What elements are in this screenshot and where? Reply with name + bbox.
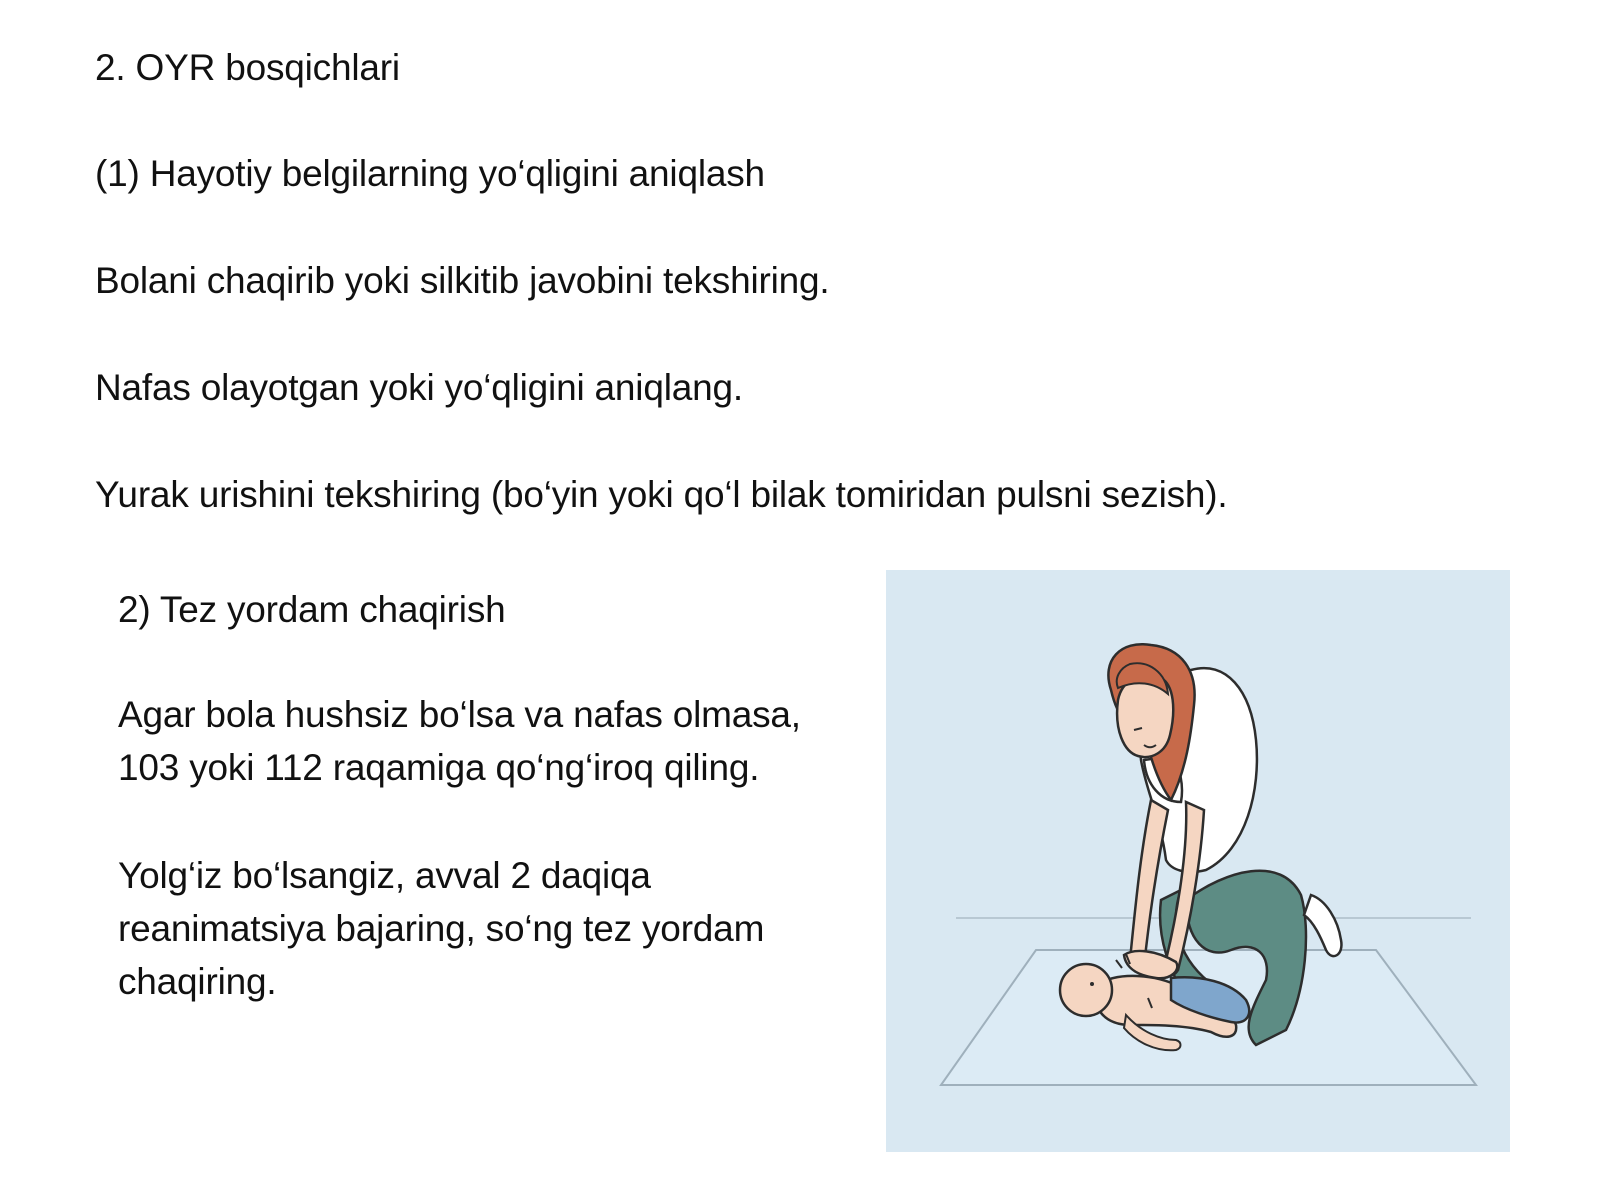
step1-item-2: Nafas olayotgan yoki yo‘qligini aniqlang. — [95, 367, 743, 408]
woman-performing-infant-cpr-illustration-icon — [886, 570, 1510, 1152]
step2-heading: 2) Tez yordam chaqirish — [118, 589, 506, 630]
step1-heading: (1) Hayotiy belgilarning yo‘qligini aniqlash — [95, 153, 765, 194]
step2-para2-line-1: Yolg‘iz bo‘lsangiz, avval 2 daqiqa — [118, 855, 651, 896]
section-title: 2. OYR bosqichlari — [95, 47, 400, 88]
step2-para1-line-1: Agar bola hushsiz bo‘lsa va nafas olmasa, — [118, 694, 801, 735]
step2-para1-line-2: 103 yoki 112 raqamiga qo‘ng‘iroq qiling. — [118, 747, 760, 788]
step2-paragraph-1 — [118, 688, 801, 794]
cpr-illustration — [886, 570, 1510, 1152]
step2-para2-line-2: reanimatsiya bajaring, so‘ng tez yordam — [118, 908, 765, 949]
step1-item-3: Yurak urishini tekshiring (bo‘yin yoki qo‘l bilak tomiridan pulsni sezish). — [95, 474, 1228, 515]
step2-para2-line-3: chaqiring. — [118, 961, 277, 1002]
step2-paragraph-2 — [118, 849, 764, 1008]
step1-item-1: Bolani chaqirib yoki silkitib javobini tekshiring. — [95, 260, 830, 301]
